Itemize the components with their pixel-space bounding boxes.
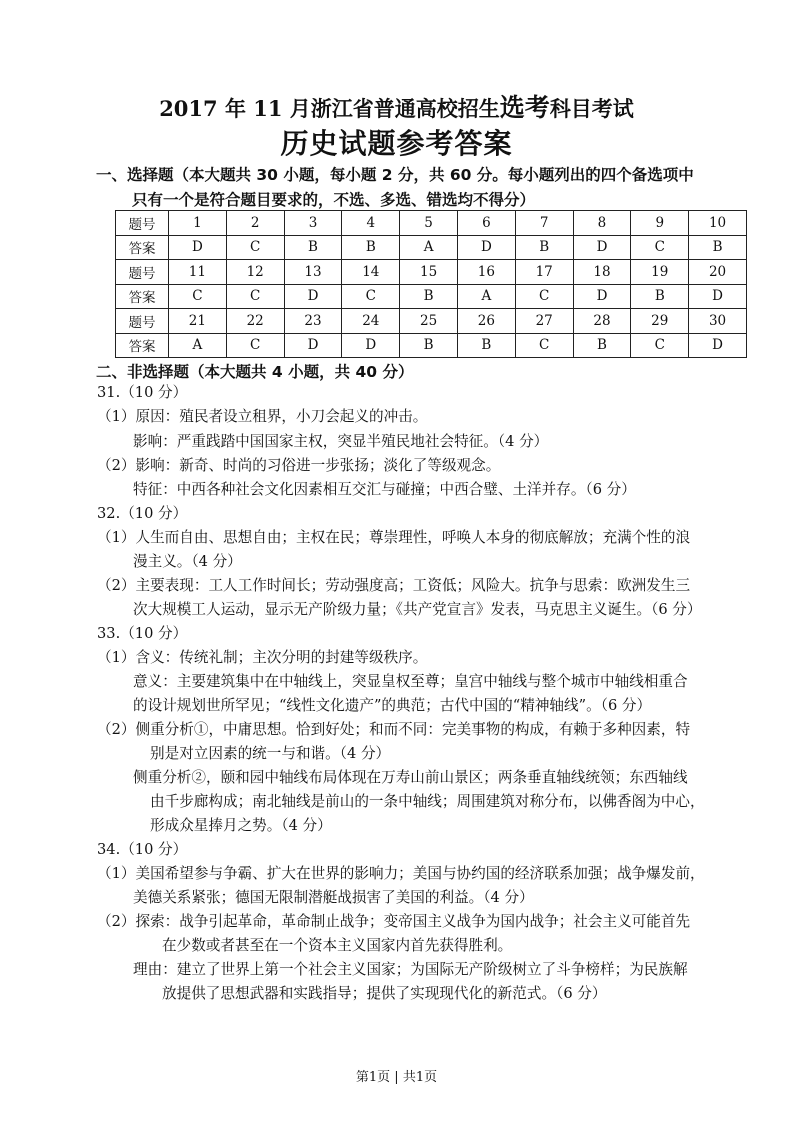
table-cell: D: [169, 235, 227, 260]
table-cell: 5: [400, 211, 458, 236]
title-text: 2017 年 11 月浙江省普通高校招生: [159, 96, 500, 121]
answer-table: [115, 210, 747, 358]
table-cell: 21: [169, 309, 227, 334]
table-cell: 11: [169, 260, 227, 285]
section1-heading: 一、选择题（本大题共 30 小题，每小题 2 分，共 60 分。每小题列出的四个备选项中: [96, 166, 694, 184]
title-emphasis: 选考: [499, 93, 550, 122]
row-header-cell: 题号: [116, 309, 169, 334]
table-cell: 18: [573, 260, 631, 285]
answer-line: 影响：严重践踏中国国家主权，突显半殖民地社会特征。（4 分）: [133, 433, 549, 450]
table-cell: C: [169, 284, 227, 309]
row-header-cell: 答案: [116, 235, 169, 260]
table-cell: 10: [689, 211, 747, 236]
table-cell: 16: [457, 260, 515, 285]
table-cell: C: [226, 284, 284, 309]
table-cell: 30: [689, 309, 747, 334]
answer-line: （1）含义：传统礼制；主次分明的封建等级秩序。: [97, 649, 428, 666]
answer-line: 别是对立因素的统一与和谐。（4 分）: [150, 745, 391, 762]
table-cell: C: [515, 284, 573, 309]
table-cell: 13: [284, 260, 342, 285]
table-cell: C: [226, 235, 284, 260]
table-cell: D: [342, 333, 400, 358]
answer-line: 次大规模工人运动，显示无产阶级力量；《共产党宣言》发表，马克思主义诞生。（6 分）: [133, 601, 702, 618]
table-cell: 25: [400, 309, 458, 334]
title-text-end: 科目考试: [549, 96, 634, 121]
answer-line: 侧重分析②，颐和园中轴线布局体现在万寿山前山景区；两条垂直轴线统领；东西轴线: [133, 769, 688, 786]
table-cell: 15: [400, 260, 458, 285]
table-cell: 22: [226, 309, 284, 334]
answer-line: （2）侧重分析①，中庸思想。恰到好处；和而不同：完美事物的构成，有赖于多种因素，特: [97, 721, 691, 738]
page-subtitle: 历史试题参考答案: [280, 127, 513, 160]
answer-line: （2）探索：战争引起革命，革命制止战争；变帝国主义战争为国内战争；社会主义可能首先: [97, 913, 691, 930]
table-cell: 24: [342, 309, 400, 334]
table-cell: 7: [515, 211, 573, 236]
table-row: [116, 260, 747, 285]
table-cell: A: [457, 284, 515, 309]
table-cell: 8: [573, 211, 631, 236]
answer-line: 理由：建立了世界上第一个社会主义国家；为国际无产阶级树立了斗争榜样；为民族解: [133, 961, 688, 978]
exam-title: [0, 88, 793, 124]
row-header-cell: 题号: [116, 260, 169, 285]
table-cell: D: [573, 284, 631, 309]
row-header-cell: 答案: [116, 333, 169, 358]
table-cell: A: [169, 333, 227, 358]
answer-line: （1）人生而自由、思想自由；主权在民；尊崇理性，呼唤人本身的彻底解放；充满个性的浪: [97, 529, 691, 546]
table-cell: D: [284, 284, 342, 309]
table-cell: A: [400, 235, 458, 260]
table-cell: B: [457, 333, 515, 358]
table-cell: 1: [169, 211, 227, 236]
row-header-cell: 答案: [116, 284, 169, 309]
answer-line: 美德关系紧张；德国无限制潜艇战损害了美国的利益。（4 分）: [133, 889, 534, 906]
table-cell: 19: [631, 260, 689, 285]
answer-line: （2）影响：新奇、时尚的习俗进一步张扬；淡化了等级观念。: [97, 457, 501, 474]
table-cell: C: [631, 235, 689, 260]
table-row: [116, 284, 747, 309]
table-cell: 4: [342, 211, 400, 236]
table-cell: B: [284, 235, 342, 260]
table-row: [116, 333, 747, 358]
table-cell: D: [573, 235, 631, 260]
table-cell: 23: [284, 309, 342, 334]
table-cell: D: [284, 333, 342, 358]
answer-line: （1）原因：殖民者设立租界，小刀会起义的冲击。: [97, 408, 428, 425]
answer-line: 放提供了思想武器和实践指导；提供了实现现代化的新范式。（6 分）: [162, 985, 607, 1002]
table-cell: 28: [573, 309, 631, 334]
table-row: [116, 211, 747, 236]
section2-heading: 二、非选择题（本大题共 4 小题，共 40 分）: [96, 363, 414, 381]
table-cell: B: [689, 235, 747, 260]
table-cell: C: [226, 333, 284, 358]
table-cell: 9: [631, 211, 689, 236]
table-cell: B: [631, 284, 689, 309]
table-row: [116, 235, 747, 260]
answer-line: 特征：中西各种社会文化因素相互交汇与碰撞；中西合璧、土洋并存。（6 分）: [133, 481, 636, 498]
table-cell: D: [689, 284, 747, 309]
answer-line: 意义：主要建筑集中在中轴线上，突显皇权至尊；皇宫中轴线与整个城市中轴线相重合: [133, 673, 688, 690]
table-cell: B: [573, 333, 631, 358]
table-cell: 6: [457, 211, 515, 236]
section1-heading-cont: 只有一个是符合题目要求的，不选、多选、错选均不得分）: [132, 191, 536, 209]
table-cell: C: [515, 333, 573, 358]
table-cell: D: [689, 333, 747, 358]
answer-line: （1）美国希望参与争霸、扩大在世界的影响力；美国与协约国的经济联系加强；战争爆发前，: [97, 865, 705, 882]
q31-heading: 31.（10 分）: [97, 384, 188, 401]
answer-line: 的设计规划世所罕见；“线性文化遗产”的典范；古代中国的“精神轴线”。（6 分）: [133, 697, 652, 714]
table-row: [116, 309, 747, 334]
table-cell: 27: [515, 309, 573, 334]
table-cell: 2: [226, 211, 284, 236]
table-cell: 12: [226, 260, 284, 285]
table-cell: B: [342, 235, 400, 260]
table-cell: B: [515, 235, 573, 260]
table-cell: 14: [342, 260, 400, 285]
q33-heading: 33.（10 分）: [97, 625, 188, 642]
q32-heading: 32.（10 分）: [97, 505, 188, 522]
table-cell: 3: [284, 211, 342, 236]
table-cell: C: [342, 284, 400, 309]
table-cell: D: [457, 235, 515, 260]
table-cell: C: [631, 333, 689, 358]
page-footer: 第1页 | 共1页: [355, 1070, 438, 1085]
table-cell: B: [400, 284, 458, 309]
table-cell: 20: [689, 260, 747, 285]
table-cell: 29: [631, 309, 689, 334]
table-cell: B: [400, 333, 458, 358]
q34-heading: 34.（10 分）: [97, 841, 188, 858]
answer-line: （2）主要表现：工人工作时间长；劳动强度高；工资低；风险大。抗争与思索：欧洲发生三: [97, 577, 691, 594]
row-header-cell: 题号: [116, 211, 169, 236]
table-cell: 26: [457, 309, 515, 334]
answer-line: 在少数或者甚至在一个资本主义国家内首先获得胜利。: [162, 937, 513, 954]
answer-line: 漫主义。（4 分）: [133, 553, 242, 570]
table-cell: 17: [515, 260, 573, 285]
answer-line: 形成众星捧月之势。（4 分）: [150, 817, 332, 834]
answer-line: 由千步廊构成；南北轴线是前山的一条中轴线；周围建筑对称分布，以佛香阁为中心，: [150, 793, 705, 810]
